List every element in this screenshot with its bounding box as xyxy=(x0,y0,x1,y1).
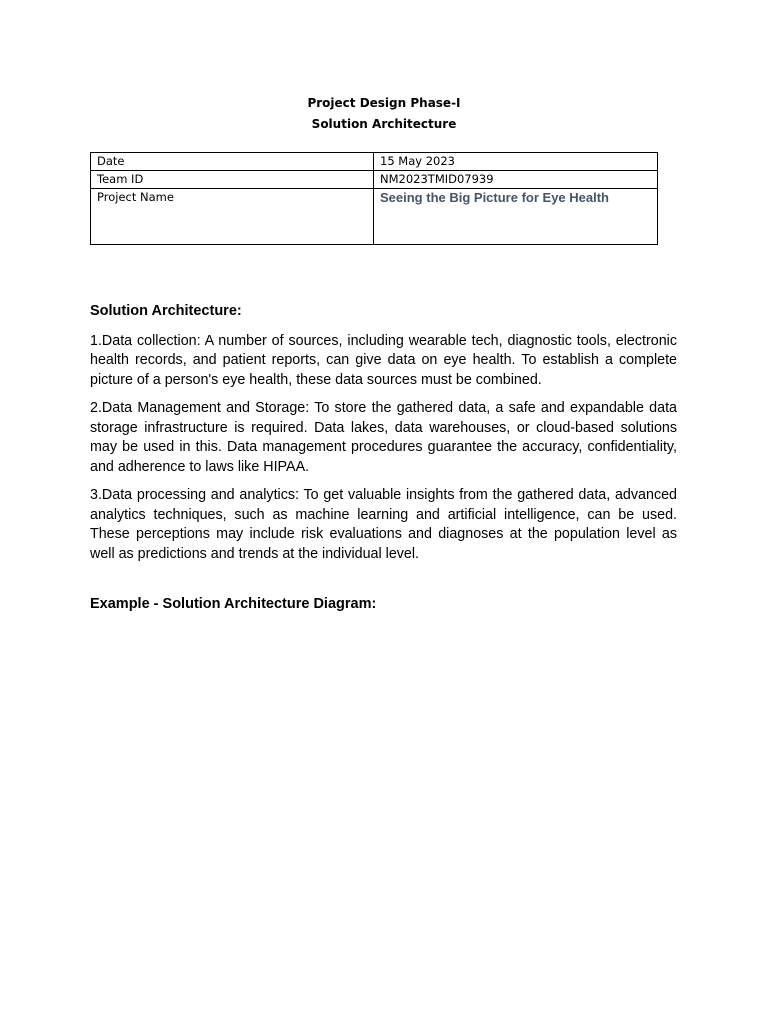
title-block xyxy=(0,93,768,135)
project-name-cell xyxy=(374,189,658,245)
project-info-table xyxy=(90,152,658,245)
document-title: Project Design Phase-I xyxy=(307,96,461,110)
diagram-heading: Example - Solution Architecture Diagram: xyxy=(90,596,377,612)
paragraph-data-processing: 3.Data processing and analytics: To get valuable insights from the gathered data, advanced analytics techniques, such as machine learning and artificial intelligence, can be used. These perceptions may include risk evaluations and diagnoses at the population level as well as predictions and trends at the individual level. xyxy=(90,487,677,562)
table-row xyxy=(91,189,658,245)
team-id-label: Team ID xyxy=(91,171,374,189)
paragraph-data-management: 2.Data Management and Storage: To store the gathered data, a safe and expandable data storage infrastructure is required. Data lakes, data warehouses, or cloud-based solutions may be used in this. Data management procedures guarantee the accuracy, confidentiality, and adherence to laws like HIPAA. xyxy=(90,400,677,475)
document-subtitle: Solution Architecture xyxy=(311,117,457,131)
project-name-label: Project Name xyxy=(91,189,374,245)
team-id-value: NM2023TMID07939 xyxy=(374,171,658,189)
date-label: Date xyxy=(91,153,374,171)
section-heading: Solution Architecture: xyxy=(90,303,242,319)
date-value: 15 May 2023 xyxy=(374,153,658,171)
document-body xyxy=(90,302,677,615)
paragraph-data-collection: 1.Data collection: A number of sources, including wearable tech, diagnostic tools, electronic health records, and patient reports, can give data on eye health. To establish a complete picture of a person's eye health, these data sources must be combined. xyxy=(90,332,677,388)
project-name-value: Seeing the Big Picture for Eye Health xyxy=(380,190,609,205)
table-row xyxy=(91,153,658,171)
table-row xyxy=(91,171,658,189)
